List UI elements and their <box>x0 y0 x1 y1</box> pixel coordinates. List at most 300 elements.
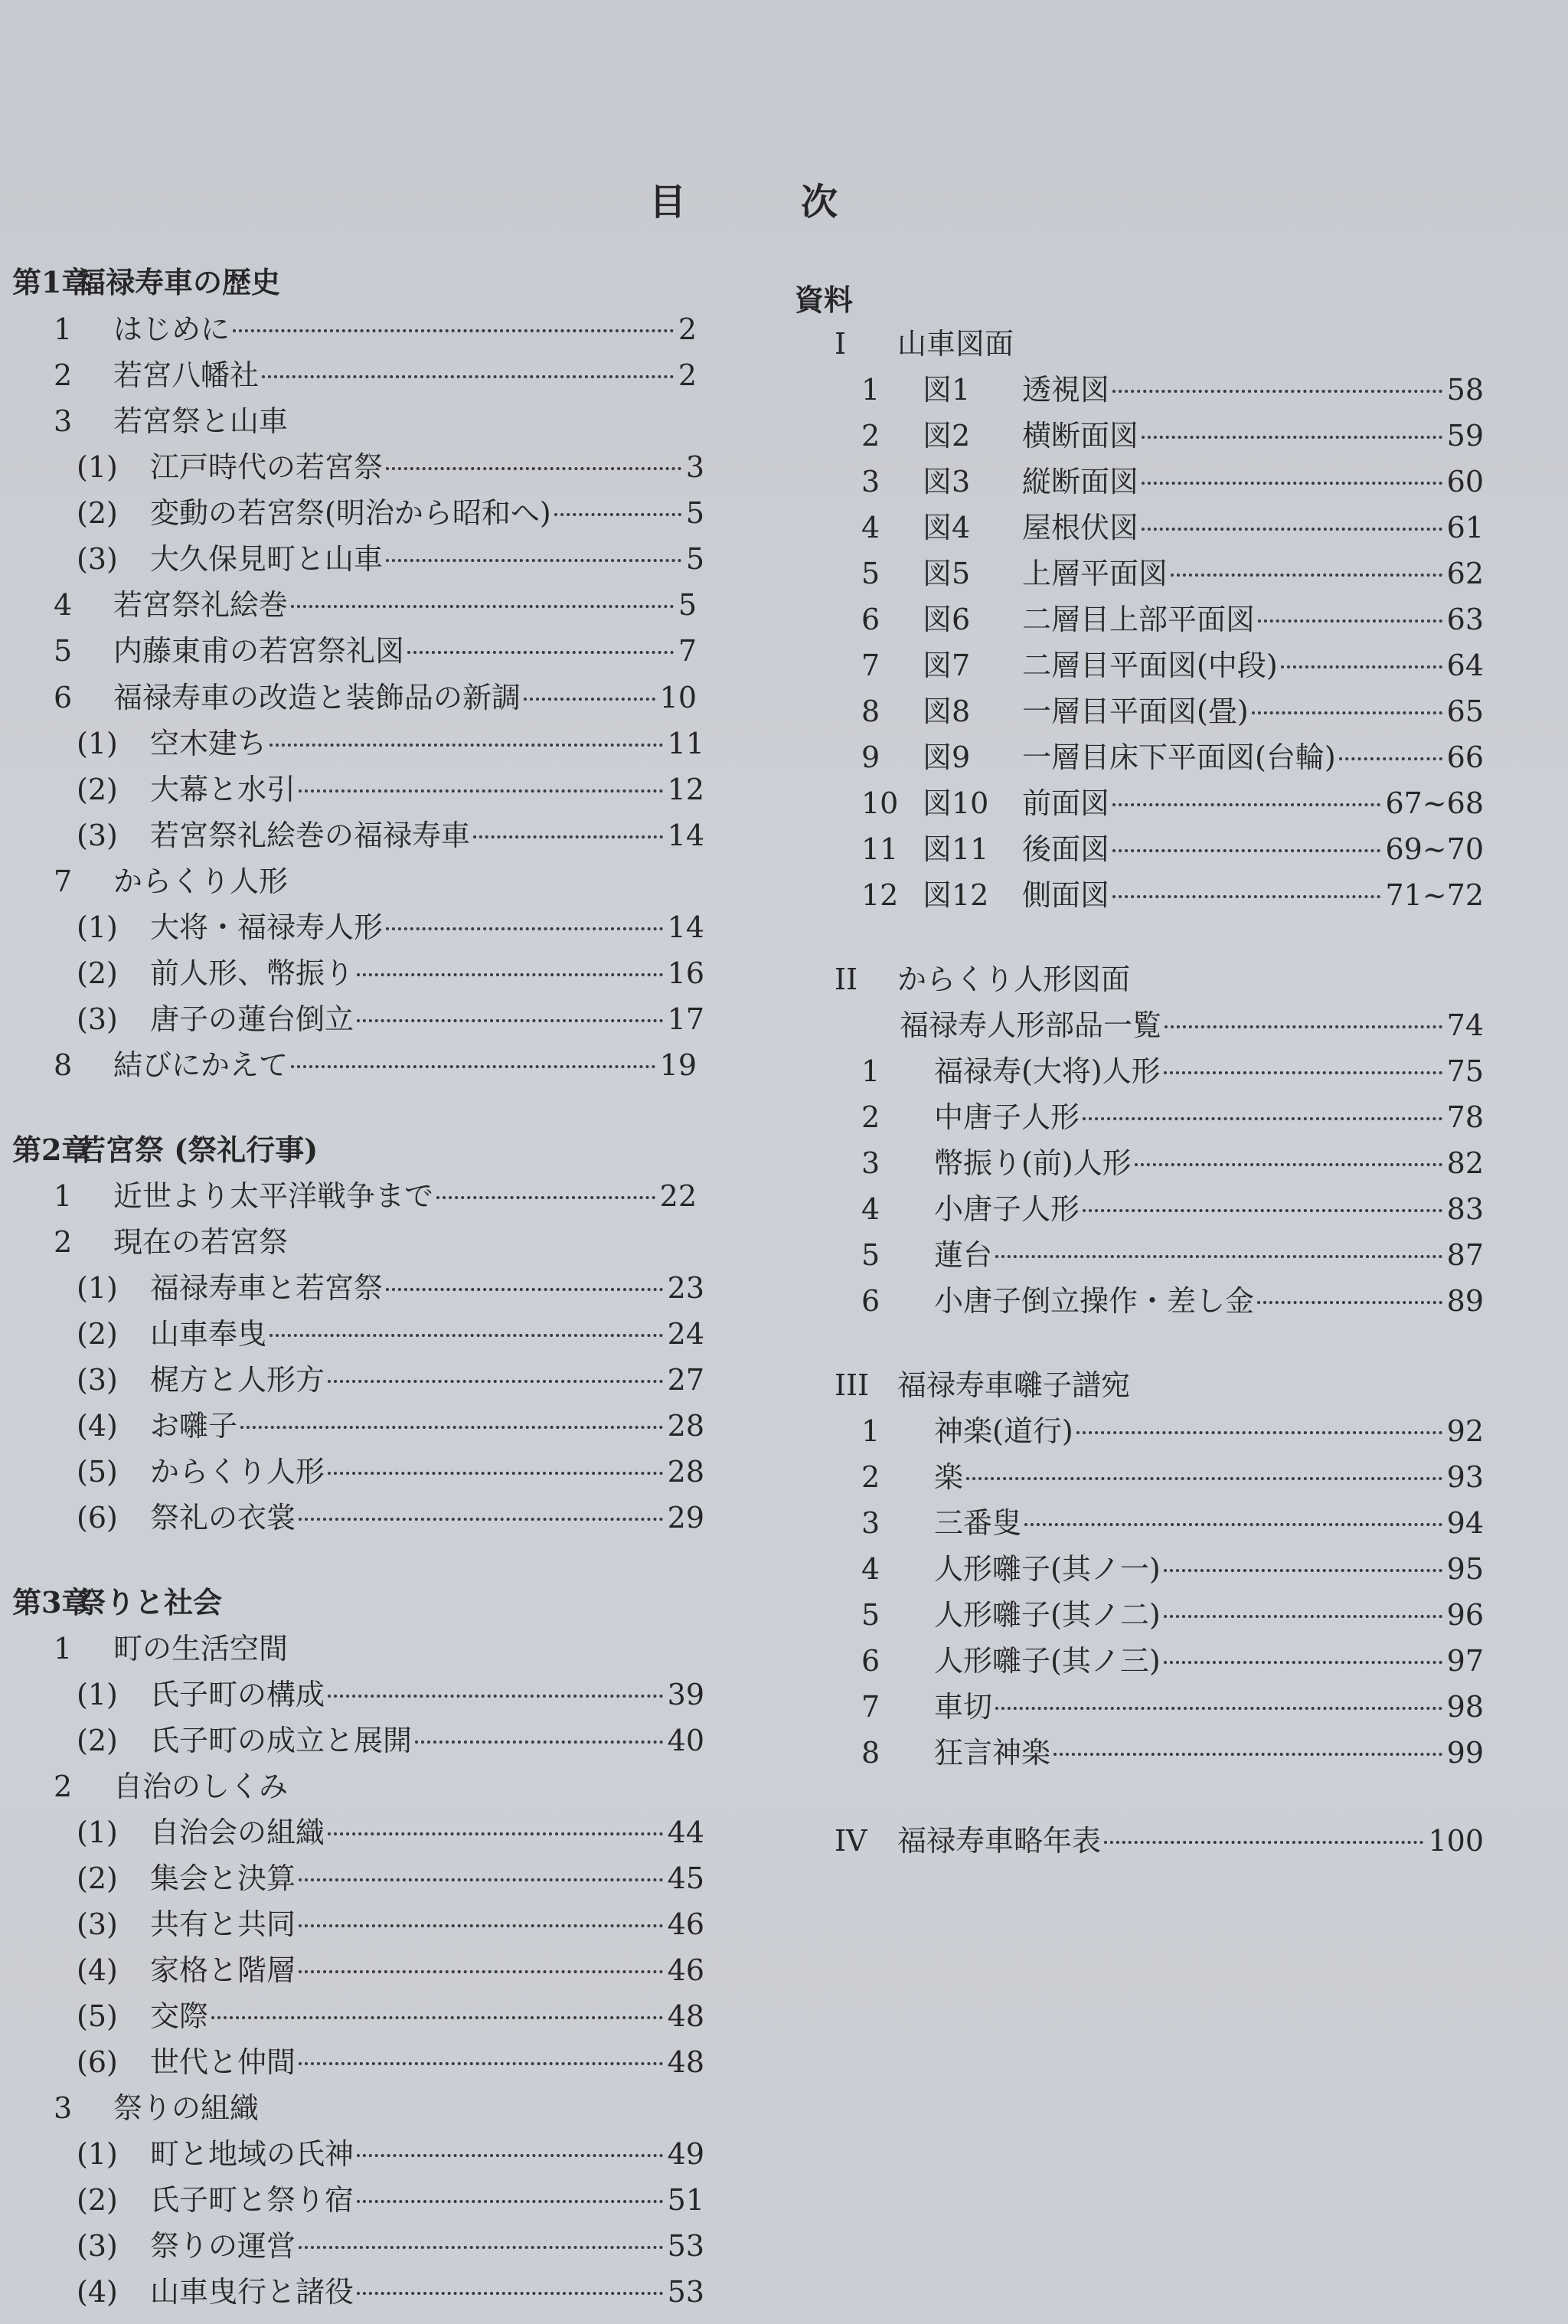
entry-title: 横断面図 <box>1022 419 1139 453</box>
page-number: 83 <box>1446 1192 1484 1226</box>
toc-entry <box>861 1413 1484 1453</box>
page-number: 45 <box>667 1861 704 1895</box>
entry-title: からくり人形図面 <box>897 963 1131 996</box>
page-number: 100 <box>1428 1824 1484 1858</box>
entry-number: 1 <box>861 1414 880 1448</box>
toc-entry <box>77 1361 704 1401</box>
leader-dots <box>1112 895 1380 898</box>
entry-title: 中唐子人形 <box>934 1100 1080 1134</box>
page-number: 75 <box>1446 1054 1484 1088</box>
toc-entry <box>77 2044 704 2084</box>
entry-number: 12 <box>861 878 899 912</box>
page-number: 98 <box>1446 1690 1484 1724</box>
entry-number: 5 <box>861 1598 880 1632</box>
page-number: 99 <box>1446 1736 1484 1770</box>
entry-title: からくり人形 <box>113 865 289 898</box>
leader-dots <box>1112 390 1442 393</box>
page-number: 40 <box>667 1724 704 1757</box>
leader-dots <box>291 605 674 608</box>
page-number: 49 <box>667 2137 704 2171</box>
leader-dots <box>299 789 663 793</box>
entry-number: 1 <box>861 373 880 407</box>
toc-entry <box>861 1688 1484 1728</box>
entry-title: 空木建ち <box>150 727 267 760</box>
toc-entry <box>77 1453 704 1493</box>
toc-entry <box>54 1178 697 1218</box>
toc-entry <box>54 587 697 626</box>
toc-entry <box>77 1860 704 1900</box>
leader-dots <box>291 1065 655 1068</box>
page-number: 11 <box>667 727 704 760</box>
toc-entry <box>861 371 1484 411</box>
entry-title: 唐子の蓮台倒立 <box>150 1002 354 1036</box>
entry-number: 2 <box>54 1770 73 1803</box>
leader-dots <box>1164 1661 1442 1664</box>
entry-title: 共有と共同 <box>150 1907 296 1941</box>
leader-dots <box>1142 528 1442 531</box>
entry-title: お囃子 <box>150 1409 238 1443</box>
page-number: 65 <box>1446 695 1484 728</box>
entry-number: (4) <box>77 1409 118 1443</box>
entry-number: 1 <box>54 1632 73 1665</box>
page-number: 59 <box>1446 419 1484 453</box>
leader-dots <box>299 2246 663 2249</box>
leader-dots <box>1076 1431 1442 1434</box>
entry-title: 祭礼の衣裳 <box>150 1501 296 1535</box>
leader-dots <box>1164 1615 1442 1618</box>
entry-number: 6 <box>861 603 880 636</box>
leader-dots <box>1171 574 1442 577</box>
leader-dots <box>328 1380 663 1383</box>
leader-dots <box>407 651 674 654</box>
page-number: 78 <box>1446 1100 1484 1134</box>
leader-dots <box>1258 619 1442 623</box>
page-number: 89 <box>1446 1284 1484 1318</box>
toc-entry <box>77 1998 704 2038</box>
toc-entry <box>54 2090 697 2130</box>
entry-title: 大幕と水引 <box>150 773 296 806</box>
page-number: 5 <box>685 542 704 576</box>
page-number: 61 <box>1446 511 1484 544</box>
figure-number: 図10 <box>923 786 989 820</box>
leader-dots <box>995 1255 1442 1258</box>
entry-title: 福禄寿車の改造と装飾品の新調 <box>113 681 521 714</box>
toc-entry <box>861 1505 1484 1544</box>
page-number: 16 <box>667 956 704 990</box>
entry-title: 若宮祭 (祭礼行事) <box>77 1133 318 1167</box>
entry-number: 8 <box>54 1048 73 1082</box>
page-number: 82 <box>1446 1146 1484 1180</box>
leader-dots <box>357 973 663 976</box>
toc-entry <box>77 541 704 580</box>
entry-number: 5 <box>861 557 880 590</box>
entry-number: 10 <box>861 786 899 820</box>
entry-number: (3) <box>77 2229 118 2263</box>
entry-number: 3 <box>54 404 73 438</box>
entry-title: 町の生活空間 <box>113 1632 289 1665</box>
entry-title: 変動の若宮祭(明治から昭和へ) <box>150 496 551 530</box>
entry-title: 梶方と人形方 <box>150 1363 325 1397</box>
entry-title: 前人形、幣振り <box>150 956 354 990</box>
entry-title: 縦断面図 <box>1022 465 1139 498</box>
toc-entry <box>861 417 1484 457</box>
leader-dots <box>1104 1841 1423 1844</box>
entry-number: 5 <box>861 1238 880 1272</box>
page-number: 12 <box>667 773 704 806</box>
toc-entry <box>54 632 697 672</box>
toc-entry <box>835 1822 1484 1862</box>
entry-title: 車切 <box>934 1690 993 1724</box>
toc-entry <box>861 1551 1484 1590</box>
toc-entry <box>77 771 704 811</box>
entry-number: IV <box>835 1824 867 1858</box>
toc-entry <box>835 1367 1484 1407</box>
leader-dots <box>473 835 663 838</box>
toc-entry <box>861 1459 1484 1499</box>
entry-number: 4 <box>54 588 73 622</box>
entry-number: (1) <box>77 2137 118 2171</box>
figure-number: 図1 <box>923 373 971 407</box>
entry-title: 氏子町の成立と展開 <box>150 1724 413 1757</box>
leader-dots <box>328 1695 663 1698</box>
entry-title: 側面図 <box>1022 878 1110 912</box>
entry-number: 第1章 <box>12 265 91 299</box>
entry-title: 江戸時代の若宮祭 <box>150 450 384 484</box>
entry-title: 福禄寿(大将)人形 <box>934 1054 1161 1088</box>
entry-title: 山車曳行と諸役 <box>150 2275 354 2309</box>
leader-dots <box>966 1477 1442 1480</box>
leader-dots <box>1083 1117 1442 1120</box>
leader-dots <box>299 1518 663 1521</box>
entry-title: 集会と決算 <box>150 1861 296 1895</box>
page-number: 67~68 <box>1385 786 1484 820</box>
page-number: 14 <box>667 910 704 944</box>
entry-title: 二層目平面図(中段) <box>1022 649 1278 682</box>
page-number: 63 <box>1446 603 1484 636</box>
entry-title: 福禄寿車略年表 <box>897 1824 1102 1858</box>
entry-number: (1) <box>77 1678 118 1711</box>
entry-number: 2 <box>861 1100 880 1134</box>
page-number: 24 <box>667 1317 704 1351</box>
page-number: 2 <box>678 358 697 392</box>
toc-entry <box>54 357 697 397</box>
figure-number: 図2 <box>923 419 971 453</box>
page-number: 2 <box>678 312 697 346</box>
entry-number: I <box>835 327 847 361</box>
leader-dots <box>357 2154 663 2157</box>
page-number: 5 <box>678 588 697 622</box>
entry-title: 人形囃子(其ノ二) <box>934 1598 1161 1632</box>
entry-title: 祭りと社会 <box>77 1585 223 1620</box>
entry-title: 福禄寿人形部品一覧 <box>900 1008 1162 1042</box>
entry-title: 祭りの組織 <box>113 2091 260 2125</box>
entry-title: 後面図 <box>1022 832 1110 866</box>
leader-dots <box>386 467 681 470</box>
entry-number: (2) <box>77 496 118 530</box>
toc-entry <box>861 601 1484 641</box>
toc-entry <box>77 1906 704 1946</box>
leader-dots <box>328 1832 663 1835</box>
entry-number: 2 <box>861 1460 880 1494</box>
leader-dots <box>357 2292 663 2295</box>
page-number: 10 <box>659 681 697 714</box>
entry-number: 5 <box>54 634 73 668</box>
toc-entry <box>861 1237 1484 1276</box>
toc-entry <box>77 1316 704 1355</box>
figure-number: 図12 <box>923 878 989 912</box>
entry-number: 7 <box>861 1690 880 1724</box>
entry-title: 山車図面 <box>897 327 1014 361</box>
toc-entry <box>861 1597 1484 1636</box>
entry-number: (3) <box>77 1363 118 1397</box>
toc-entry <box>77 909 704 949</box>
leader-dots <box>299 1924 663 1927</box>
entry-title: 人形囃子(其ノ三) <box>934 1644 1161 1678</box>
leader-dots <box>1142 436 1442 439</box>
leader-dots <box>299 2062 663 2065</box>
entry-title: 前面図 <box>1022 786 1110 820</box>
entry-number: 8 <box>861 695 880 728</box>
entry-number: 1 <box>861 1054 880 1088</box>
leader-dots <box>270 744 663 747</box>
entry-number: III <box>835 1368 870 1402</box>
entry-title: 内藤東甫の若宮祭礼図 <box>113 634 405 668</box>
toc-entry <box>861 1734 1484 1774</box>
entry-number: 3 <box>861 465 880 498</box>
entry-title: 家格と階層 <box>150 1953 296 1987</box>
leader-dots <box>328 1472 663 1475</box>
leader-dots <box>1112 803 1380 806</box>
leader-dots <box>1165 1025 1442 1028</box>
entry-number: 7 <box>54 865 73 898</box>
entry-title: 祭りの運営 <box>150 2229 296 2263</box>
page-number: 71~72 <box>1385 878 1484 912</box>
entry-title: 福禄寿車と若宮祭 <box>150 1271 384 1305</box>
toc-entry <box>77 1952 704 1992</box>
toc-entry <box>861 785 1484 825</box>
entry-number: 7 <box>861 649 880 682</box>
entry-number: (2) <box>77 773 118 806</box>
entry-number: 4 <box>861 1192 880 1226</box>
entry-title: 氏子町の構成 <box>150 1678 325 1711</box>
entry-title: はじめに <box>113 312 230 346</box>
leader-dots <box>299 1878 663 1881</box>
toc-entry <box>77 2273 704 2313</box>
leader-dots <box>233 329 674 332</box>
entry-number: 2 <box>54 358 73 392</box>
page-number: 3 <box>685 450 704 484</box>
figure-number: 図5 <box>923 557 971 590</box>
leader-dots <box>1024 1523 1442 1526</box>
entry-number: 4 <box>861 1552 880 1586</box>
entry-number: (1) <box>77 1271 118 1305</box>
leader-dots <box>1142 482 1442 485</box>
entry-title: 小唐子人形 <box>934 1192 1080 1226</box>
leader-dots <box>1083 1209 1442 1212</box>
leader-dots <box>240 1426 663 1429</box>
entry-title: からくり人形 <box>150 1455 325 1489</box>
entry-title: 山車奉曳 <box>150 1317 267 1351</box>
toc-entry <box>77 1001 704 1041</box>
page-number: 74 <box>1446 1008 1484 1042</box>
page-number: 28 <box>667 1409 704 1443</box>
leader-dots <box>1281 665 1442 668</box>
toc-entry <box>77 955 704 995</box>
entry-title: 福禄寿車の歴史 <box>77 265 281 299</box>
entry-title: 現在の若宮祭 <box>113 1225 289 1259</box>
entry-title: 近世より太平洋戦争まで <box>113 1179 434 1213</box>
entry-number: 3 <box>861 1146 880 1180</box>
entry-number: 1 <box>54 312 73 346</box>
entry-title: 若宮祭礼絵巻 <box>113 588 289 622</box>
page-number: 48 <box>667 2045 704 2079</box>
page-number: 17 <box>667 1002 704 1036</box>
page-number: 5 <box>685 496 704 530</box>
leader-dots <box>1339 757 1442 760</box>
page-number: 22 <box>659 1179 697 1213</box>
toc-entry <box>77 725 704 765</box>
entry-number: (5) <box>77 1455 118 1489</box>
entry-number: (2) <box>77 1317 118 1351</box>
entry-title: 屋根伏図 <box>1022 511 1139 544</box>
page-number: 97 <box>1446 1644 1484 1678</box>
toc-entry <box>54 1768 697 1808</box>
entry-number: (3) <box>77 1907 118 1941</box>
toc-entry <box>861 1283 1484 1322</box>
page-number: 93 <box>1446 1460 1484 1494</box>
toc-entry <box>54 1047 697 1087</box>
entry-number: 3 <box>861 1506 880 1540</box>
entry-number: (6) <box>77 1501 118 1535</box>
leader-dots <box>299 1970 663 1973</box>
entry-title: 三番叟 <box>934 1506 1022 1540</box>
toc-entry <box>861 647 1484 687</box>
entry-number: (4) <box>77 1953 118 1987</box>
page-number: 92 <box>1446 1414 1484 1448</box>
toc-entry <box>77 1270 704 1309</box>
entry-number: II <box>835 963 858 996</box>
leader-dots <box>1135 1163 1442 1166</box>
leader-dots <box>386 559 681 562</box>
toc-entry <box>900 1007 1484 1047</box>
entry-number: (3) <box>77 542 118 576</box>
title-char-2: 次 <box>801 181 840 224</box>
page-number: 58 <box>1446 373 1484 407</box>
toc-entry <box>861 1642 1484 1682</box>
page-number: 19 <box>659 1048 697 1082</box>
leader-dots <box>415 1741 663 1744</box>
page-number: 44 <box>667 1816 704 1849</box>
toc-entry <box>54 403 697 443</box>
toc-entry <box>861 739 1484 779</box>
toc-entry <box>77 2182 704 2221</box>
entry-number: (4) <box>77 2275 118 2309</box>
toc-entry <box>861 1191 1484 1231</box>
entry-title: 世代と仲間 <box>150 2045 296 2079</box>
figure-number: 図7 <box>923 649 971 682</box>
leader-dots <box>270 1334 663 1337</box>
leader-dots <box>1054 1753 1442 1756</box>
toc-entry <box>861 1053 1484 1093</box>
entry-title: 若宮祭礼絵巻の福禄寿車 <box>150 819 471 852</box>
entry-number: 8 <box>861 1736 880 1770</box>
entry-number: (2) <box>77 956 118 990</box>
entry-number: 2 <box>54 1225 73 1259</box>
toc-entry <box>861 831 1484 871</box>
entry-title: 大久保見町と山車 <box>150 542 384 576</box>
leader-dots <box>436 1196 655 1199</box>
title-char-1: 目 <box>649 181 688 224</box>
figure-number: 図9 <box>923 740 971 774</box>
entry-title: 楽 <box>934 1460 964 1494</box>
entry-title: 二層目上部平面図 <box>1022 603 1256 636</box>
entry-title: 資料 <box>795 283 854 317</box>
entry-title: 幣振り(前)人形 <box>934 1146 1132 1180</box>
entry-title: 神楽(道行) <box>934 1414 1073 1448</box>
leader-dots <box>262 375 674 378</box>
page-number: 48 <box>667 1999 704 2033</box>
entry-number: (1) <box>77 727 118 760</box>
leader-dots <box>1164 1071 1442 1074</box>
leader-dots <box>386 927 663 930</box>
entry-number: 4 <box>861 511 880 544</box>
entry-title: 結びにかえて <box>113 1048 289 1082</box>
page-number: 7 <box>678 634 697 668</box>
toc-entry <box>861 1145 1484 1185</box>
page-number: 29 <box>667 1501 704 1535</box>
leader-dots <box>1252 711 1442 714</box>
entry-number: 1 <box>54 1179 73 1213</box>
figure-number: 図8 <box>923 695 971 728</box>
page-number: 94 <box>1446 1506 1484 1540</box>
entry-number: (1) <box>77 1816 118 1849</box>
page-number: 46 <box>667 1953 704 1987</box>
page-number: 53 <box>667 2229 704 2263</box>
page-number: 69~70 <box>1385 832 1484 866</box>
entry-number: (5) <box>77 1999 118 2033</box>
entry-title: 自治会の組織 <box>150 1816 325 1849</box>
entry-number: 第2章 <box>12 1133 91 1167</box>
figure-number: 図4 <box>923 511 971 544</box>
leader-dots <box>995 1707 1442 1710</box>
entry-number: 6 <box>861 1644 880 1678</box>
entry-title: 若宮八幡社 <box>113 358 260 392</box>
leader-dots <box>386 1288 663 1291</box>
leader-dots <box>524 698 655 701</box>
page-title <box>0 172 1568 226</box>
entry-number: 2 <box>861 419 880 453</box>
toc-entry <box>861 877 1484 917</box>
entry-number: (3) <box>77 1002 118 1036</box>
leader-dots <box>554 513 681 516</box>
entry-title: 大将・福禄寿人形 <box>150 910 384 944</box>
entry-title: 透視図 <box>1022 373 1110 407</box>
entry-number: 6 <box>861 1284 880 1318</box>
page-number: 62 <box>1446 557 1484 590</box>
toc-entry <box>54 1224 697 1263</box>
page-number: 95 <box>1446 1552 1484 1586</box>
page-number: 53 <box>667 2275 704 2309</box>
entry-number: (2) <box>77 1861 118 1895</box>
entry-title: 氏子町と祭り宿 <box>150 2183 354 2217</box>
page-number: 51 <box>667 2183 704 2217</box>
page-number: 14 <box>667 819 704 852</box>
toc-entry <box>77 1499 704 1539</box>
toc-entry <box>54 311 697 351</box>
toc-entry <box>861 555 1484 595</box>
toc-entry <box>77 817 704 857</box>
leader-dots <box>357 1019 663 1022</box>
